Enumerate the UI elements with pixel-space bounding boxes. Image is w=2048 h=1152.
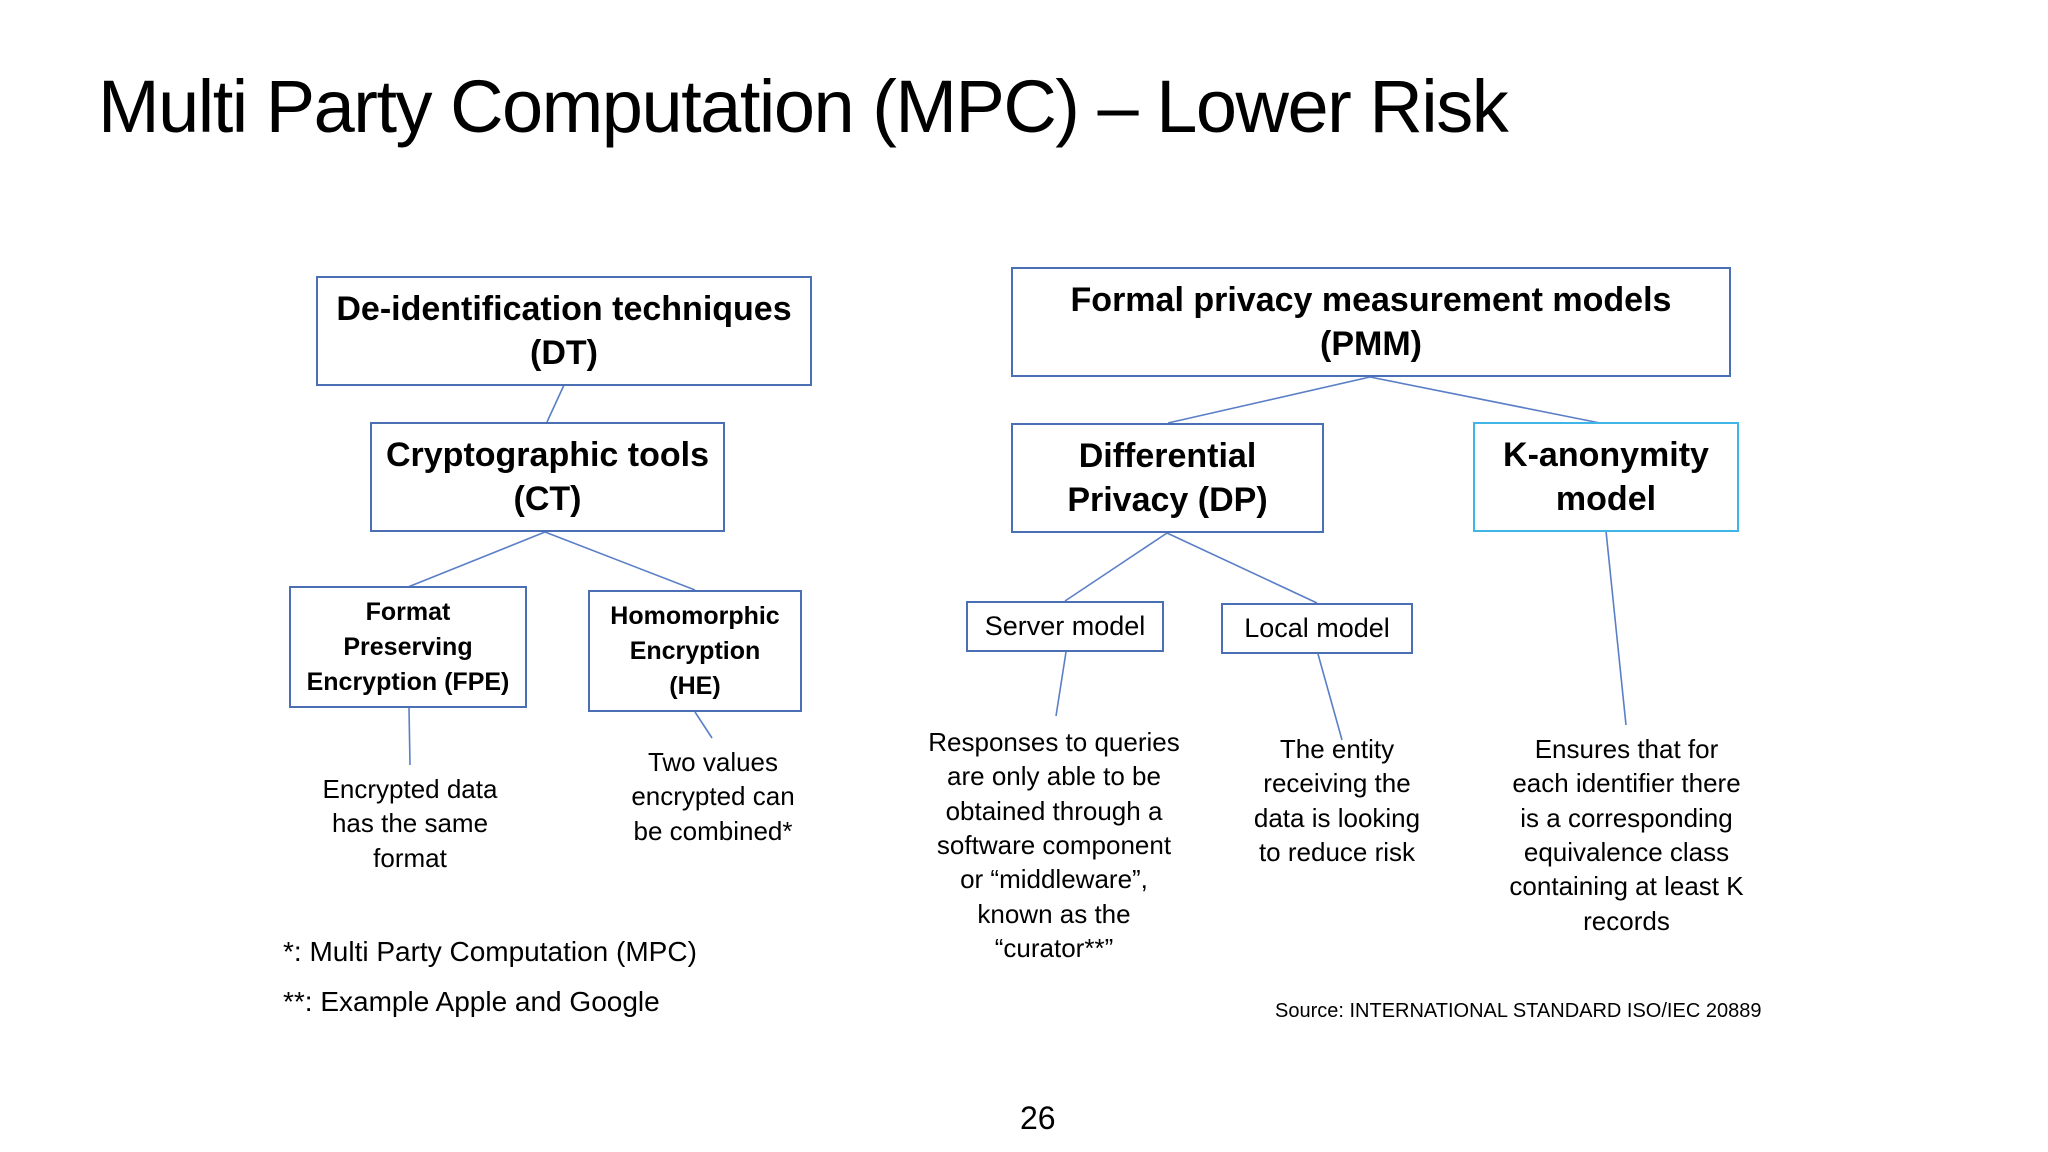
description-k-anonymity: Ensures that for each identifier there is a corresponding equivalence class containing at least K records [1509,734,1744,936]
node-label: Cryptographic tools (CT) [385,435,710,518]
connector-kanon-desc [1606,531,1626,725]
page-number: 26 [1020,1100,1056,1136]
node-label: Differential Privacy (DP) [1067,436,1268,519]
connector-pmm-kanon [1370,377,1600,423]
connector-server-desc [1056,652,1066,716]
node-server-model [966,601,1164,652]
footnote-example: **: Example Apple and Google [283,986,660,1017]
connector-local-desc [1318,654,1342,740]
node-format-preserving-encryption [289,586,527,708]
connector-he-desc [695,712,712,738]
node-label: Homomorphic Encryption (HE) [610,601,780,700]
connector-dp-server [1065,533,1167,601]
node-differential-privacy [1011,423,1324,533]
node-label: Server model [984,610,1146,641]
node-label: K-anonymity model [1503,435,1709,518]
slide-title: Multi Party Computation (MPC) – Lower Risk [98,65,1508,148]
node-label: Format Preserving Encryption (FPE) [306,597,510,696]
connector-ct-fpe [408,532,545,587]
description-server-model: Responses to queries are only able to be obtained through a software component or “middleware”, known as the “curator**” [928,727,1180,963]
description-he: Two values encrypted can be combined* [631,747,795,846]
connector-ct-he [545,532,695,590]
description-local-model: The entity receiving the data is looking to reduce risk [1253,734,1421,867]
connector-fpe-desc [409,708,410,765]
connector-pmm-dp [1168,377,1370,423]
node-k-anonymity-model [1473,422,1739,532]
node-label: Formal privacy measurement models (PMM) [1070,280,1672,363]
node-cryptographic-tools [370,422,725,532]
node-homomorphic-encryption [588,590,802,712]
description-fpe: Encrypted data has the same format [322,774,498,873]
node-de-identification-techniques [316,276,812,386]
node-label: De-identification techniques (DT) [336,289,792,372]
source-citation: Source: INTERNATIONAL STANDARD ISO/IEC 20889 [1275,1000,1762,1022]
connector-dt-ct [547,385,564,422]
node-label: Local model [1244,612,1390,643]
node-local-model [1221,603,1413,654]
node-formal-privacy-measurement-models [1011,267,1731,377]
connector-dp-local [1167,533,1317,603]
footnote-mpc: *: Multi Party Computation (MPC) [283,936,697,967]
